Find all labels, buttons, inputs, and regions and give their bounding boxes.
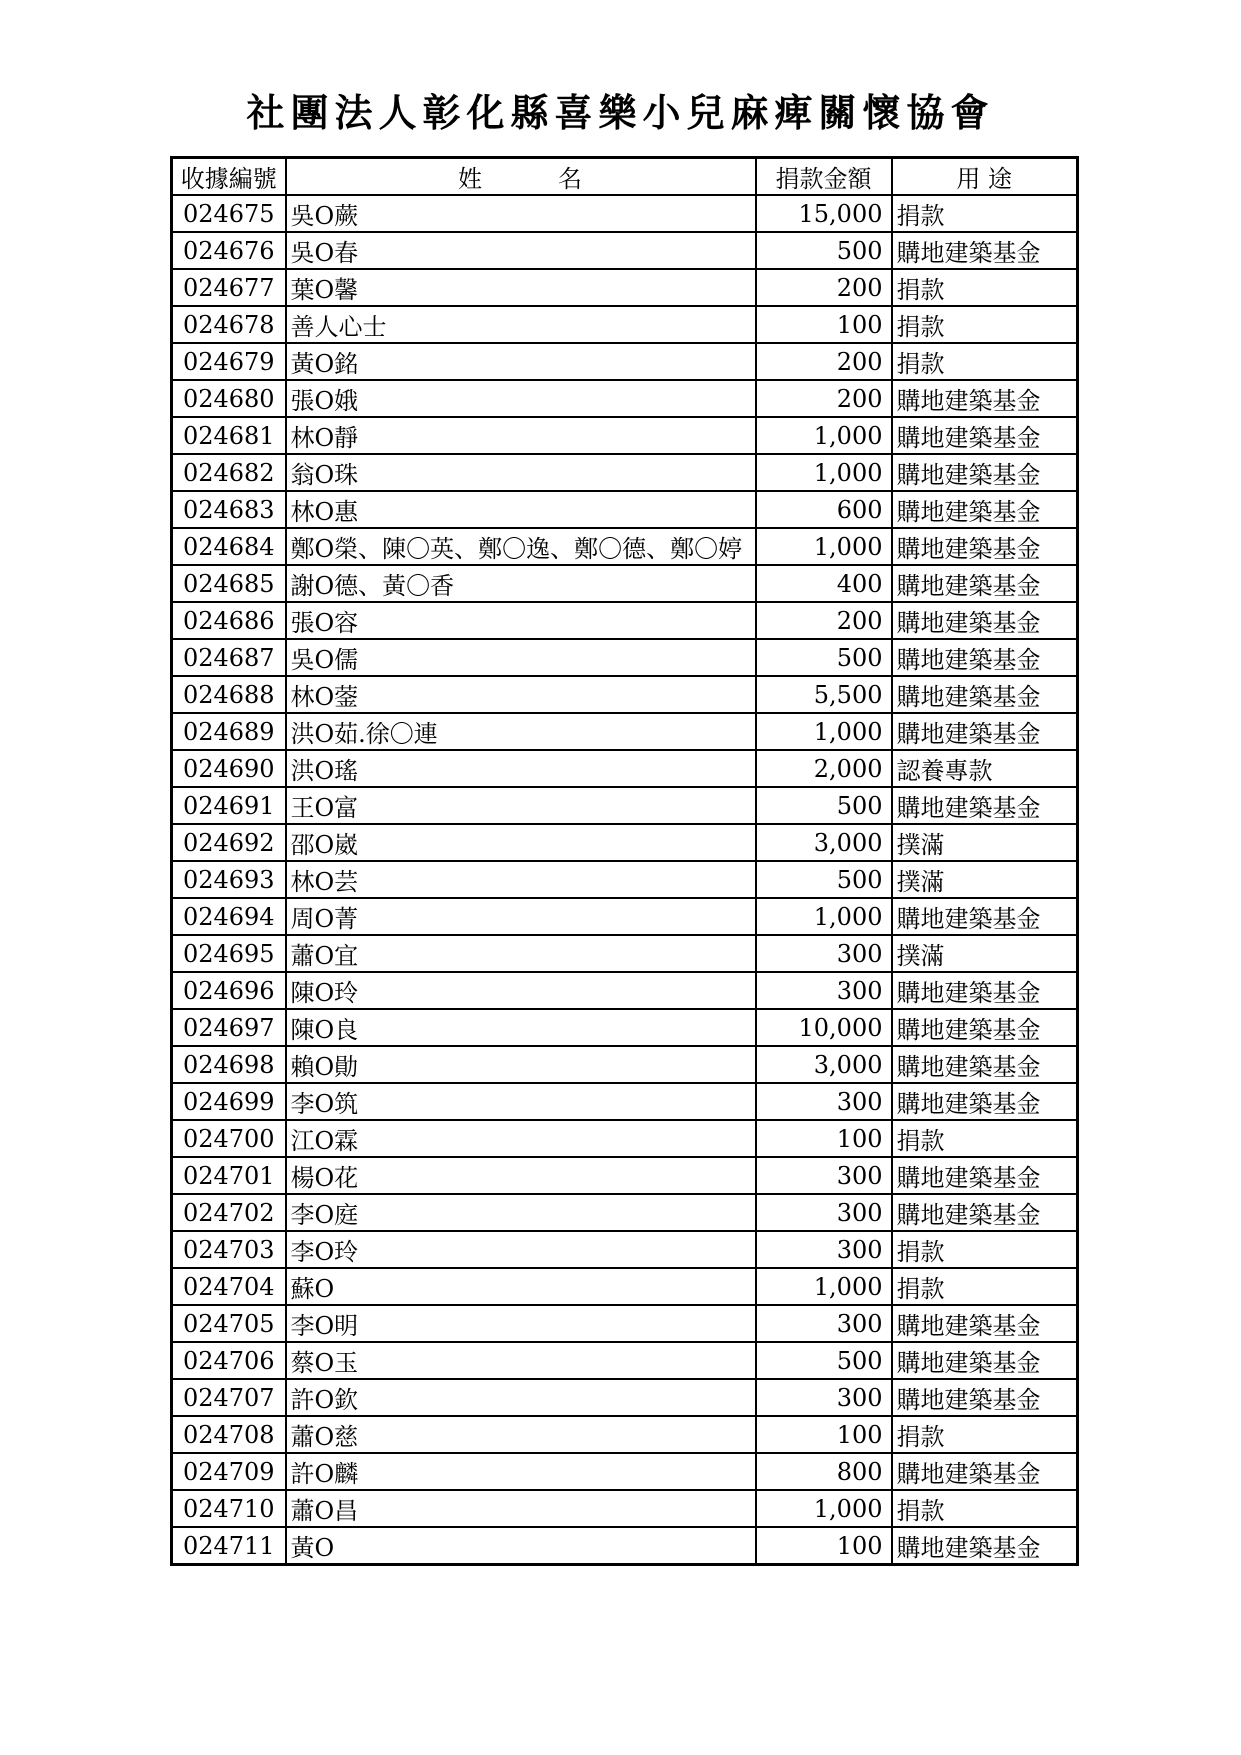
purpose-cell: 撲滿: [892, 861, 1078, 898]
receipt-no-cell: 024702: [172, 1194, 286, 1231]
amount-cell: 200: [756, 602, 892, 639]
receipt-no-cell: 024685: [172, 565, 286, 602]
header-row: [172, 158, 1078, 196]
amount-cell: 3,000: [756, 824, 892, 861]
donor-name-cell: 吳O春: [286, 232, 756, 269]
donor-name-cell: 謝O德、黃〇香: [286, 565, 756, 602]
table-row: [172, 1453, 1078, 1490]
amount-cell: 1,000: [756, 528, 892, 565]
receipt-no-cell: 024711: [172, 1527, 286, 1565]
purpose-cell: 購地建築基金: [892, 1453, 1078, 1490]
purpose-cell: 撲滿: [892, 935, 1078, 972]
amount-cell: 1,000: [756, 417, 892, 454]
purpose-cell: 購地建築基金: [892, 417, 1078, 454]
receipt-no-cell: 024675: [172, 195, 286, 232]
purpose-cell: 購地建築基金: [892, 972, 1078, 1009]
table-row: [172, 380, 1078, 417]
amount-cell: 300: [756, 1305, 892, 1342]
table-row: [172, 1305, 1078, 1342]
amount-cell: 500: [756, 787, 892, 824]
donor-name-cell: 許O麟: [286, 1453, 756, 1490]
receipt-no-cell: 024689: [172, 713, 286, 750]
table-row: [172, 1157, 1078, 1194]
header-name: 姓 名: [286, 158, 756, 196]
amount-cell: 1,000: [756, 898, 892, 935]
donor-name-cell: 李O玲: [286, 1231, 756, 1268]
amount-cell: 300: [756, 1157, 892, 1194]
amount-cell: 200: [756, 343, 892, 380]
table-row: [172, 898, 1078, 935]
receipt-no-cell: 024696: [172, 972, 286, 1009]
table-row: [172, 750, 1078, 787]
purpose-cell: 購地建築基金: [892, 602, 1078, 639]
purpose-cell: 購地建築基金: [892, 1305, 1078, 1342]
table-row: [172, 454, 1078, 491]
table-row: [172, 972, 1078, 1009]
donor-name-cell: 李O筑: [286, 1083, 756, 1120]
table-row: [172, 269, 1078, 306]
purpose-cell: 購地建築基金: [892, 1046, 1078, 1083]
receipt-no-cell: 024710: [172, 1490, 286, 1527]
donor-name-cell: 葉O馨: [286, 269, 756, 306]
amount-cell: 600: [756, 491, 892, 528]
table-row: [172, 602, 1078, 639]
amount-cell: 1,000: [756, 1268, 892, 1305]
table-row: [172, 824, 1078, 861]
purpose-cell: 購地建築基金: [892, 1083, 1078, 1120]
purpose-cell: 購地建築基金: [892, 713, 1078, 750]
donor-name-cell: 周O菁: [286, 898, 756, 935]
table-row: [172, 1379, 1078, 1416]
table-row: [172, 528, 1078, 565]
receipt-no-cell: 024695: [172, 935, 286, 972]
purpose-cell: 購地建築基金: [892, 1194, 1078, 1231]
receipt-no-cell: 024683: [172, 491, 286, 528]
receipt-no-cell: 024688: [172, 676, 286, 713]
amount-cell: 300: [756, 972, 892, 1009]
purpose-cell: 購地建築基金: [892, 491, 1078, 528]
purpose-cell: 捐款: [892, 343, 1078, 380]
purpose-cell: 購地建築基金: [892, 565, 1078, 602]
purpose-cell: 捐款: [892, 195, 1078, 232]
table-row: [172, 1490, 1078, 1527]
amount-cell: 400: [756, 565, 892, 602]
amount-cell: 300: [756, 1194, 892, 1231]
purpose-cell: 購地建築基金: [892, 676, 1078, 713]
receipt-no-cell: 024686: [172, 602, 286, 639]
table-row: [172, 639, 1078, 676]
purpose-cell: 購地建築基金: [892, 380, 1078, 417]
receipt-no-cell: 024704: [172, 1268, 286, 1305]
amount-cell: 10,000: [756, 1009, 892, 1046]
amount-cell: 1,000: [756, 713, 892, 750]
table-row: [172, 1416, 1078, 1453]
purpose-cell: 購地建築基金: [892, 1157, 1078, 1194]
amount-cell: 100: [756, 306, 892, 343]
amount-cell: 1,000: [756, 454, 892, 491]
document-title: 社團法人彰化縣喜樂小兒麻痺關懷協會: [246, 91, 995, 135]
amount-cell: 300: [756, 1231, 892, 1268]
donor-name-cell: 蕭O宜: [286, 935, 756, 972]
receipt-no-cell: 024692: [172, 824, 286, 861]
receipt-no-cell: 024703: [172, 1231, 286, 1268]
donor-name-cell: 洪O茹.徐〇連: [286, 713, 756, 750]
purpose-cell: 購地建築基金: [892, 898, 1078, 935]
amount-cell: 500: [756, 232, 892, 269]
donor-name-cell: 吳O儒: [286, 639, 756, 676]
purpose-cell: 捐款: [892, 1120, 1078, 1157]
donor-name-cell: 邵O崴: [286, 824, 756, 861]
donor-name-cell: 翁O珠: [286, 454, 756, 491]
table-row: [172, 565, 1078, 602]
donor-name-cell: 陳O玲: [286, 972, 756, 1009]
receipt-no-cell: 024680: [172, 380, 286, 417]
donor-name-cell: 林O惠: [286, 491, 756, 528]
table-row: [172, 713, 1078, 750]
purpose-cell: 認養專款: [892, 750, 1078, 787]
donor-name-cell: 江O霖: [286, 1120, 756, 1157]
amount-cell: 200: [756, 269, 892, 306]
table-row: [172, 935, 1078, 972]
table-row: [172, 195, 1078, 232]
donor-name-cell: 洪O瑤: [286, 750, 756, 787]
donor-name-cell: 李O庭: [286, 1194, 756, 1231]
table-row: [172, 1046, 1078, 1083]
table-row: [172, 1342, 1078, 1379]
receipt-no-cell: 024687: [172, 639, 286, 676]
amount-cell: 3,000: [756, 1046, 892, 1083]
amount-cell: 100: [756, 1527, 892, 1565]
header-receipt-no: 收據編號: [172, 158, 286, 196]
table-row: [172, 676, 1078, 713]
purpose-cell: 捐款: [892, 269, 1078, 306]
donor-name-cell: 林O芸: [286, 861, 756, 898]
table-row: [172, 1527, 1078, 1565]
amount-cell: 100: [756, 1416, 892, 1453]
header-amount: 捐款金額: [756, 158, 892, 196]
table-row: [172, 787, 1078, 824]
amount-cell: 300: [756, 935, 892, 972]
receipt-no-cell: 024700: [172, 1120, 286, 1157]
purpose-cell: 購地建築基金: [892, 1379, 1078, 1416]
receipt-no-cell: 024694: [172, 898, 286, 935]
amount-cell: 500: [756, 639, 892, 676]
receipt-no-cell: 024699: [172, 1083, 286, 1120]
table-body: [172, 195, 1078, 1565]
table-header: [172, 158, 1078, 196]
donor-name-cell: 王O富: [286, 787, 756, 824]
receipt-no-cell: 024693: [172, 861, 286, 898]
purpose-cell: 購地建築基金: [892, 454, 1078, 491]
header-purpose: 用 途: [892, 158, 1078, 196]
table-row: [172, 306, 1078, 343]
amount-cell: 5,500: [756, 676, 892, 713]
amount-cell: 300: [756, 1083, 892, 1120]
purpose-cell: 捐款: [892, 1416, 1078, 1453]
amount-cell: 2,000: [756, 750, 892, 787]
donor-name-cell: 陳O良: [286, 1009, 756, 1046]
purpose-cell: 捐款: [892, 306, 1078, 343]
purpose-cell: 捐款: [892, 1231, 1078, 1268]
donor-name-cell: 蕭O慈: [286, 1416, 756, 1453]
amount-cell: 15,000: [756, 195, 892, 232]
purpose-cell: 購地建築基金: [892, 639, 1078, 676]
donor-name-cell: 張O娥: [286, 380, 756, 417]
receipt-no-cell: 024677: [172, 269, 286, 306]
receipt-no-cell: 024682: [172, 454, 286, 491]
table-row: [172, 1194, 1078, 1231]
donor-name-cell: 許O欽: [286, 1379, 756, 1416]
purpose-cell: 購地建築基金: [892, 1527, 1078, 1565]
receipt-no-cell: 024691: [172, 787, 286, 824]
donor-name-cell: 張O容: [286, 602, 756, 639]
receipt-no-cell: 024709: [172, 1453, 286, 1490]
donor-name-cell: 李O明: [286, 1305, 756, 1342]
amount-cell: 1,000: [756, 1490, 892, 1527]
purpose-cell: 捐款: [892, 1268, 1078, 1305]
table-row: [172, 861, 1078, 898]
receipt-no-cell: 024679: [172, 343, 286, 380]
receipt-no-cell: 024705: [172, 1305, 286, 1342]
purpose-cell: 購地建築基金: [892, 528, 1078, 565]
table-row: [172, 1083, 1078, 1120]
purpose-cell: 捐款: [892, 1490, 1078, 1527]
donor-name-cell: 林O蓥: [286, 676, 756, 713]
purpose-cell: 撲滿: [892, 824, 1078, 861]
receipt-no-cell: 024690: [172, 750, 286, 787]
donation-table: [170, 156, 1079, 1566]
donor-name-cell: 黃O銘: [286, 343, 756, 380]
purpose-cell: 購地建築基金: [892, 787, 1078, 824]
donor-name-cell: 林O靜: [286, 417, 756, 454]
amount-cell: 300: [756, 1379, 892, 1416]
table-row: [172, 232, 1078, 269]
purpose-cell: 購地建築基金: [892, 232, 1078, 269]
receipt-no-cell: 024697: [172, 1009, 286, 1046]
amount-cell: 800: [756, 1453, 892, 1490]
donor-name-cell: 吳O蕨: [286, 195, 756, 232]
amount-cell: 200: [756, 380, 892, 417]
receipt-no-cell: 024684: [172, 528, 286, 565]
receipt-no-cell: 024681: [172, 417, 286, 454]
donor-name-cell: 黃O: [286, 1527, 756, 1565]
amount-cell: 100: [756, 1120, 892, 1157]
amount-cell: 500: [756, 861, 892, 898]
receipt-no-cell: 024701: [172, 1157, 286, 1194]
table-row: [172, 417, 1078, 454]
receipt-no-cell: 024706: [172, 1342, 286, 1379]
receipt-no-cell: 024676: [172, 232, 286, 269]
table-row: [172, 1268, 1078, 1305]
donor-name-cell: 善人心士: [286, 306, 756, 343]
table-row: [172, 1231, 1078, 1268]
purpose-cell: 購地建築基金: [892, 1342, 1078, 1379]
donor-name-cell: 蕭O昌: [286, 1490, 756, 1527]
receipt-no-cell: 024708: [172, 1416, 286, 1453]
table-row: [172, 343, 1078, 380]
donor-name-cell: 蘇O: [286, 1268, 756, 1305]
table-row: [172, 491, 1078, 528]
table-row: [172, 1009, 1078, 1046]
donor-name-cell: 賴O勛: [286, 1046, 756, 1083]
receipt-no-cell: 024678: [172, 306, 286, 343]
purpose-cell: 購地建築基金: [892, 1009, 1078, 1046]
donor-name-cell: 楊O花: [286, 1157, 756, 1194]
table-row: [172, 1120, 1078, 1157]
donor-name-cell: 蔡O玉: [286, 1342, 756, 1379]
amount-cell: 500: [756, 1342, 892, 1379]
donor-name-cell: 鄭O榮、陳〇英、鄭〇逸、鄭〇德、鄭〇婷: [286, 528, 756, 565]
receipt-no-cell: 024707: [172, 1379, 286, 1416]
receipt-no-cell: 024698: [172, 1046, 286, 1083]
